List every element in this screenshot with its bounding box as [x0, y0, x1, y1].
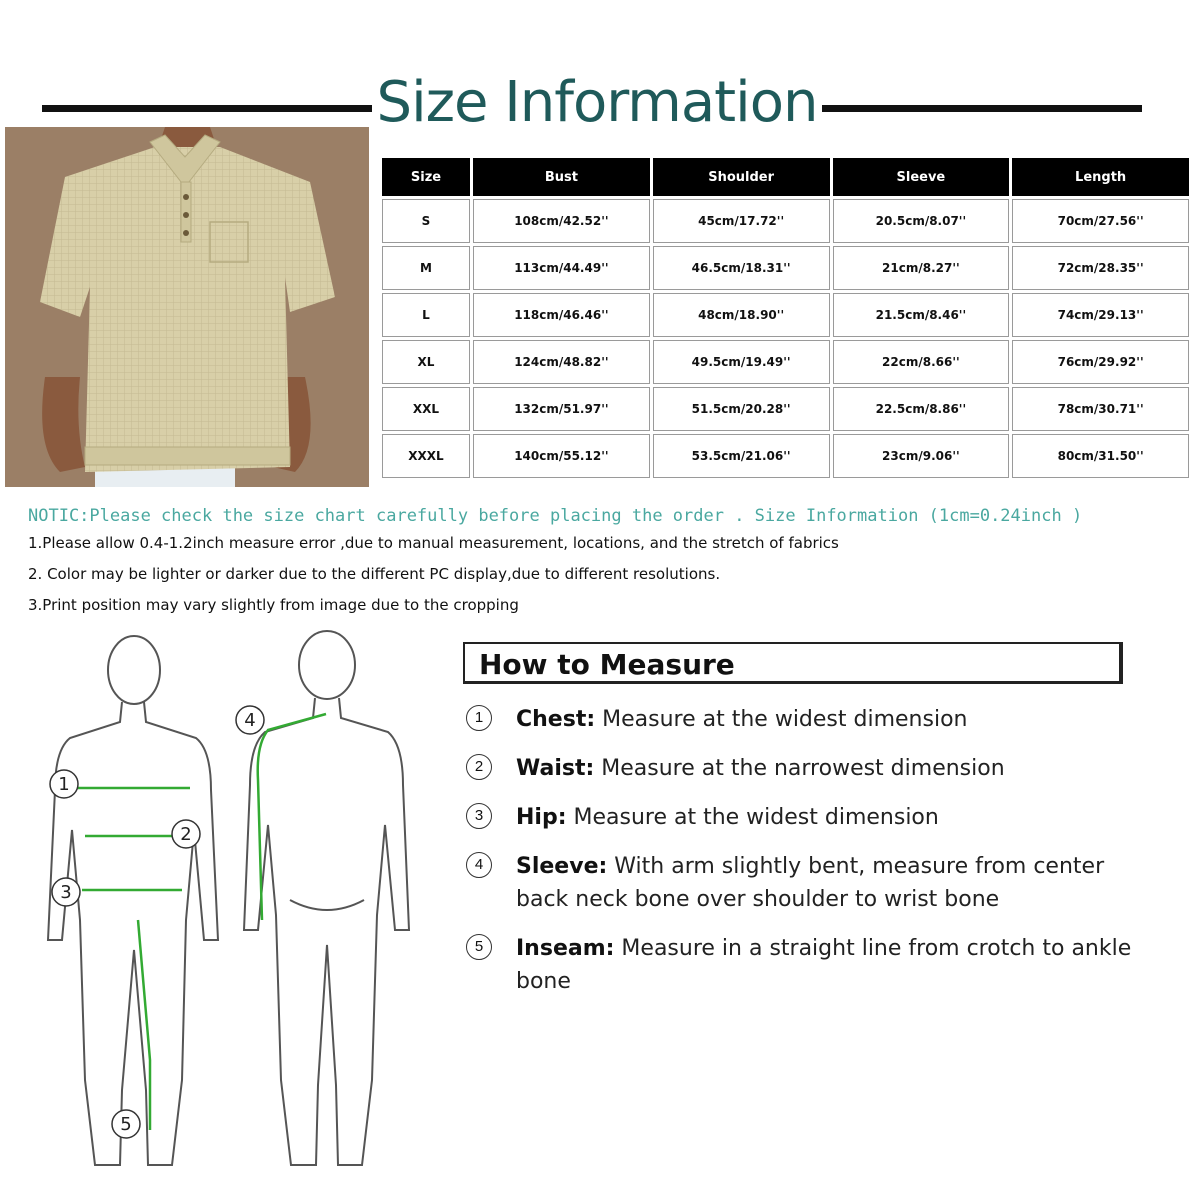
table-cell: 74cm/29.13'' — [1012, 293, 1189, 337]
table-cell: 22cm/8.66'' — [833, 340, 1010, 384]
table-cell: 72cm/28.35'' — [1012, 246, 1189, 290]
measure-item-text — [516, 703, 1156, 736]
measure-label: Inseam: — [516, 936, 615, 961]
table-cell: 51.5cm/20.28'' — [653, 387, 830, 431]
measure-item-text — [516, 752, 1156, 785]
table-row — [382, 434, 1189, 478]
number-2-icon: 2 — [466, 754, 492, 780]
marker-5-label: 5 — [120, 1114, 132, 1135]
number-3-icon: 3 — [466, 803, 492, 829]
table-cell: 132cm/51.97'' — [473, 387, 650, 431]
page-title: Size Information — [376, 70, 818, 135]
how-to-measure-box — [463, 642, 1123, 684]
table-cell: XXL — [382, 387, 470, 431]
note-measure-error: 1.Please allow 0.4-1.2inch measure error ,due to manual measurement, locations, and the stretch of fabrics — [28, 534, 839, 552]
size-table-header: Length — [1012, 158, 1189, 196]
table-cell: 45cm/17.72'' — [653, 199, 830, 243]
table-cell: XXXL — [382, 434, 470, 478]
table-cell: 46.5cm/18.31'' — [653, 246, 830, 290]
size-table-header: Size — [382, 158, 470, 196]
table-cell: L — [382, 293, 470, 337]
measure-label: Hip: — [516, 805, 567, 830]
table-cell: 48cm/18.90'' — [653, 293, 830, 337]
table-cell: 20.5cm/8.07'' — [833, 199, 1010, 243]
marker-4-label: 4 — [244, 710, 256, 731]
size-table-header: Sleeve — [833, 158, 1010, 196]
table-cell: 140cm/55.12'' — [473, 434, 650, 478]
table-cell: M — [382, 246, 470, 290]
size-table-header: Shoulder — [653, 158, 830, 196]
table-cell: 113cm/44.49'' — [473, 246, 650, 290]
note-print-position: 3.Print position may vary slightly from image due to the cropping — [28, 596, 519, 614]
table-row — [382, 340, 1189, 384]
table-cell: 108cm/42.52'' — [473, 199, 650, 243]
measure-item-text — [516, 932, 1156, 998]
note-color: 2. Color may be lighter or darker due to the different PC display,due to different resolutions. — [28, 565, 721, 583]
size-table-header: Bust — [473, 158, 650, 196]
product-photo — [5, 127, 369, 487]
table-cell: 76cm/29.92'' — [1012, 340, 1189, 384]
table-cell: 78cm/30.71'' — [1012, 387, 1189, 431]
table-row — [382, 246, 1189, 290]
table-cell: XL — [382, 340, 470, 384]
table-row — [382, 293, 1189, 337]
table-row — [382, 199, 1189, 243]
measure-description: Measure at the widest dimension — [595, 707, 968, 732]
table-cell: 70cm/27.56'' — [1012, 199, 1189, 243]
table-cell: S — [382, 199, 470, 243]
sleeve-measure-line — [258, 714, 326, 920]
size-chart-table — [379, 155, 1192, 481]
measurement-figures — [0, 620, 440, 1180]
measure-item-text — [516, 801, 1156, 834]
table-cell: 49.5cm/19.49'' — [653, 340, 830, 384]
table-cell: 22.5cm/8.86'' — [833, 387, 1010, 431]
table-row — [382, 387, 1189, 431]
measure-label: Chest: — [516, 707, 596, 732]
measure-label: Sleeve: — [516, 854, 608, 879]
table-cell: 118cm/46.46'' — [473, 293, 650, 337]
back-body-figure — [244, 631, 409, 1165]
table-cell: 124cm/48.82'' — [473, 340, 650, 384]
table-cell: 23cm/9.06'' — [833, 434, 1010, 478]
marker-1-label: 1 — [58, 774, 70, 795]
measure-description: Measure at the narrowest dimension — [594, 756, 1005, 781]
measure-description: Measure in a straight line from crotch to ankle bone — [516, 936, 1132, 994]
title-rule-right — [822, 105, 1142, 112]
table-cell: 21.5cm/8.46'' — [833, 293, 1010, 337]
measure-label: Waist: — [516, 756, 595, 781]
table-cell: 21cm/8.27'' — [833, 246, 1010, 290]
size-notice: NOTIC:Please check the size chart carefully before placing the order . Size Information (1cm=0.24inch ) — [28, 506, 1083, 526]
how-to-measure-title: How to Measure — [479, 648, 735, 681]
size-table-header-row — [382, 158, 1189, 196]
measure-description: With arm slightly bent, measure from center back neck bone over shoulder to wrist bone — [516, 854, 1105, 912]
number-1-icon: 1 — [466, 705, 492, 731]
title-rule-left — [42, 105, 372, 112]
number-5-icon: 5 — [466, 934, 492, 960]
table-cell: 80cm/31.50'' — [1012, 434, 1189, 478]
marker-3-label: 3 — [60, 882, 72, 903]
marker-2-label: 2 — [180, 824, 192, 845]
measure-description: Measure at the widest dimension — [566, 805, 939, 830]
measure-item-text — [516, 850, 1156, 916]
table-cell: 53.5cm/21.06'' — [653, 434, 830, 478]
number-4-icon: 4 — [466, 852, 492, 878]
